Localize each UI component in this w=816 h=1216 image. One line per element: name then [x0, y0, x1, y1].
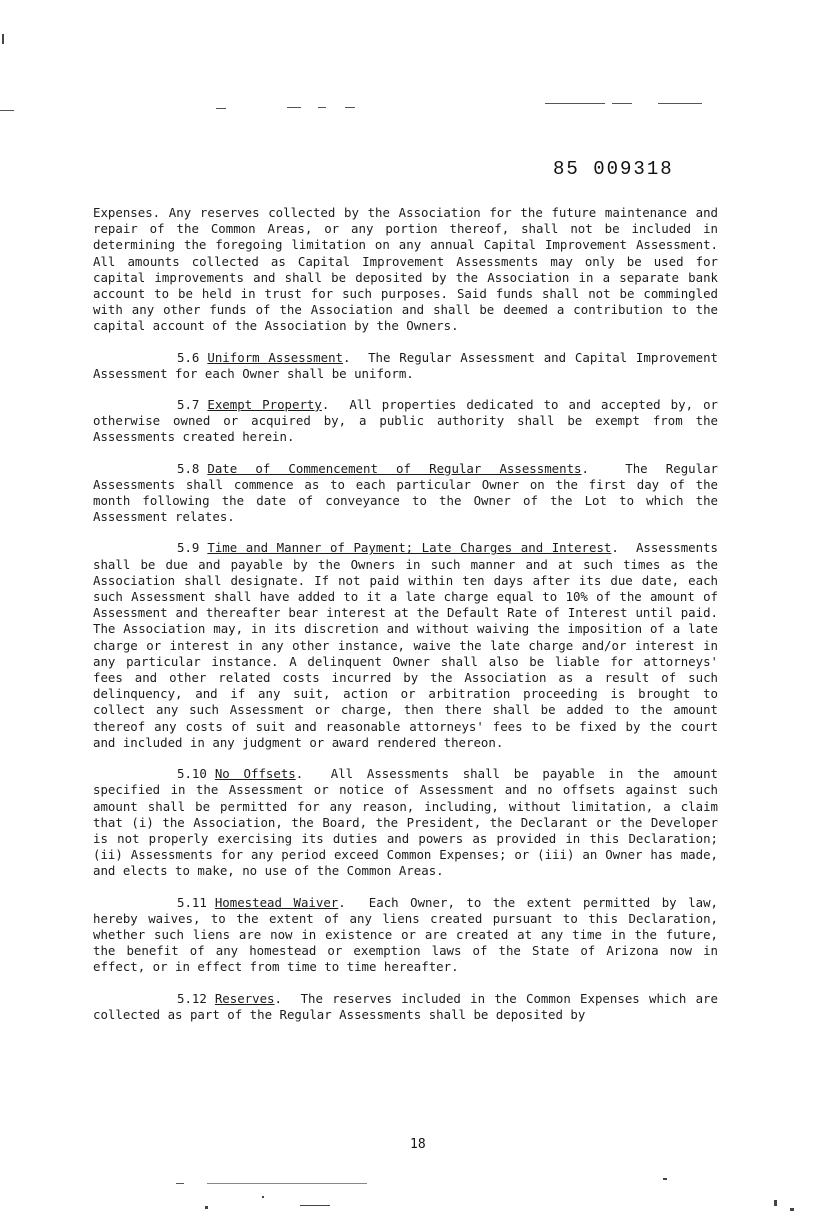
section-heading: Homestead Waiver: [214, 894, 339, 910]
section-text: The Regular Assessments shall commence as to each particular Owner on the first day of the month following the date of conveyance to the Owner of the Lot to which the Assessment relates.: [93, 460, 718, 525]
section-text: Assessments shall be due and payable by the Owners in such manner and at such times as the Association shall designate. If not paid within ten days after its due date, each such Assessment shall have added to it a late charge equal to 10% of the amount of Assessment and thereafter bear interest at the Default Rate of Interest until paid. The Association may, in its discretion and without waiving the imposition of a late charge or interest in any other instance, waive the late charge and/or interest in any particular instance. A delinquent Owner shall also be liable for attorneys' fees and other related costs incurred by the Association as a result of such delinquency, and if any suit, action or arbitration proceeding is brought to collect any such Assessment or charge, then there shall be added to the amount thereof any costs of suit and reasonable attorneys' fees to be fixed by the court and included in any judgment or award rendered thereon.: [93, 540, 718, 750]
scan-artifact: [658, 103, 702, 104]
section-number: 5.6: [177, 349, 200, 365]
scan-artifact: [216, 108, 226, 109]
section-heading: Date of Commencement of Regular Assessments: [207, 460, 582, 476]
section-5-7: 5.7 Exempt Property. All properties dedicated to and accepted by, or otherwise owned or acquired by, a public authority shall be exempt from the Assessments created herein.: [93, 397, 718, 445]
section-5-11: 5.11 Homestead Waiver. Each Owner, to the extent permitted by law, hereby waives, to the extent of any liens created pursuant to this Declaration, whether such liens are now in existence or are created at any time in the future, the benefit of any homestead or exemption laws of the State of Arizona now in effect, or in effect from time to time hereafter.: [93, 894, 718, 975]
scan-artifact: [545, 103, 605, 104]
section-5-12: 5.12 Reserves. The reserves included in the Common Expenses which are collected as part of the Regular Assessments shall be deposited by: [93, 990, 718, 1022]
section-heading: Exempt Property: [207, 397, 322, 413]
section-5-10: 5.10 No Offsets. All Assessments shall be payable in the amount specified in the Assessment or notice of Assessment and no offsets against such amount shall be permitted for any reason, including, without limitation, a claim that (i) the Association, the Board, the President, the Declarant or the Developer is not properly exercising its duties and powers as provided in this Declaration; (ii) Assessments for any period exceed Common Expenses; or (iii) an Owner has made, and elects to make, no use of the Common Areas.: [93, 766, 718, 879]
section-text: The reserves included in the Common Expenses which are collected as part of the Regular Assessments shall be deposited by: [93, 990, 718, 1022]
scan-artifact: [2, 34, 4, 44]
scan-artifact: [207, 1183, 367, 1184]
section-heading: Time and Manner of Payment; Late Charges and Interest: [207, 540, 612, 556]
section-text: Each Owner, to the extent permitted by law, hereby waives, to the extent of any liens created pursuant to this Declaration, whether such liens are now in existence or are created at any time in the future, the benefit of any homestead or exemption laws of the State of Arizona now in effect, or in effect from time to time hereafter.: [93, 894, 718, 975]
scan-artifact: [790, 1208, 794, 1211]
document-number: 85 009318: [553, 158, 674, 180]
section-number: 5.8: [177, 460, 200, 476]
scan-artifact: [176, 1183, 184, 1184]
section-number: 5.12: [177, 990, 207, 1006]
scan-artifact: [612, 103, 632, 104]
scan-artifact: [262, 1196, 264, 1198]
section-number: 5.9: [177, 540, 200, 556]
scan-artifact: [205, 1206, 208, 1209]
scan-artifact: [0, 110, 14, 111]
document-body: [93, 205, 718, 1038]
section-text: All properties dedicated to and accepted by, or otherwise owned or acquired by, a public authority shall be exempt from the Assessments created herein.: [93, 397, 718, 445]
page-number: 18: [410, 1137, 426, 1152]
section-number: 5.7: [177, 397, 200, 413]
scan-artifact: [287, 107, 301, 108]
section-heading: Reserves: [214, 990, 275, 1006]
section-5-9: 5.9 Time and Manner of Payment; Late Charges and Interest. Assessments shall be due and payable by the Owners in such manner and at such times as the Association shall designate. If not paid within ten days after its due date, each such Assessment shall have added to it a late charge equal to 10% of the amount of Assessment and thereafter bear interest at the Default Rate of Interest until paid. The Association may, in its discretion and without waiving the imposition of a late charge or interest in any other instance, waive the late charge and/or interest in any particular instance. A delinquent Owner shall also be liable for attorneys' fees and other related costs incurred by the Association as a result of such delinquency, and if any suit, action or arbitration proceeding is brought to collect any such Assessment or charge, then there shall be added to the amount thereof any costs of suit and reasonable attorneys' fees to be fixed by the court and included in any judgment or award rendered thereon.: [93, 540, 718, 750]
scan-artifact: [663, 1178, 667, 1180]
section-number: 5.10: [177, 766, 207, 782]
intro-paragraph: Expenses. Any reserves collected by the Association for the future maintenance and repair of the Common Areas, or any portion thereof, shall not be included in determining the foregoing limitation on any annual Capital Improvement Assessment. All amounts collected as Capital Improvement Assessments may only be used for capital improvements and shall be deposited by the Association in a separate bank account to be held in trust for such purposes. Said funds shall not be commingled with any other funds of the Association and shall be deemed a contribution to the capital account of the Association by the Owners.: [93, 205, 718, 334]
section-heading: Uniform Assessment: [207, 349, 344, 365]
section-5-6: 5.6 Uniform Assessment. The Regular Assessment and Capital Improvement Assessment for each Owner shall be uniform.: [93, 349, 718, 381]
section-text: All Assessments shall be payable in the amount specified in the Assessment or notice of Assessment and no offsets against such amount shall be permitted for any reason, including, without limitation, a claim that (i) the Association, the Board, the President, the Declarant or the Developer is not properly exercising its duties and powers as provided in this Declaration; (ii) Assessments for any period exceed Common Expenses; or (iii) an Owner has made, and elects to make, no use of the Common Areas.: [93, 766, 718, 879]
section-number: 5.11: [177, 894, 207, 910]
scan-artifact: [345, 107, 355, 108]
section-heading: No Offsets: [214, 766, 296, 782]
section-text: The Regular Assessment and Capital Improvement Assessment for each Owner shall be uniform.: [93, 349, 718, 381]
scan-artifact: [318, 107, 326, 108]
scan-artifact: [774, 1200, 777, 1206]
scan-artifact: [300, 1205, 330, 1206]
section-5-8: 5.8 Date of Commencement of Regular Assessments. The Regular Assessments shall commence as to each particular Owner on the first day of the month following the date of conveyance to the Owner of the Lot to which the Assessment relates.: [93, 460, 718, 525]
